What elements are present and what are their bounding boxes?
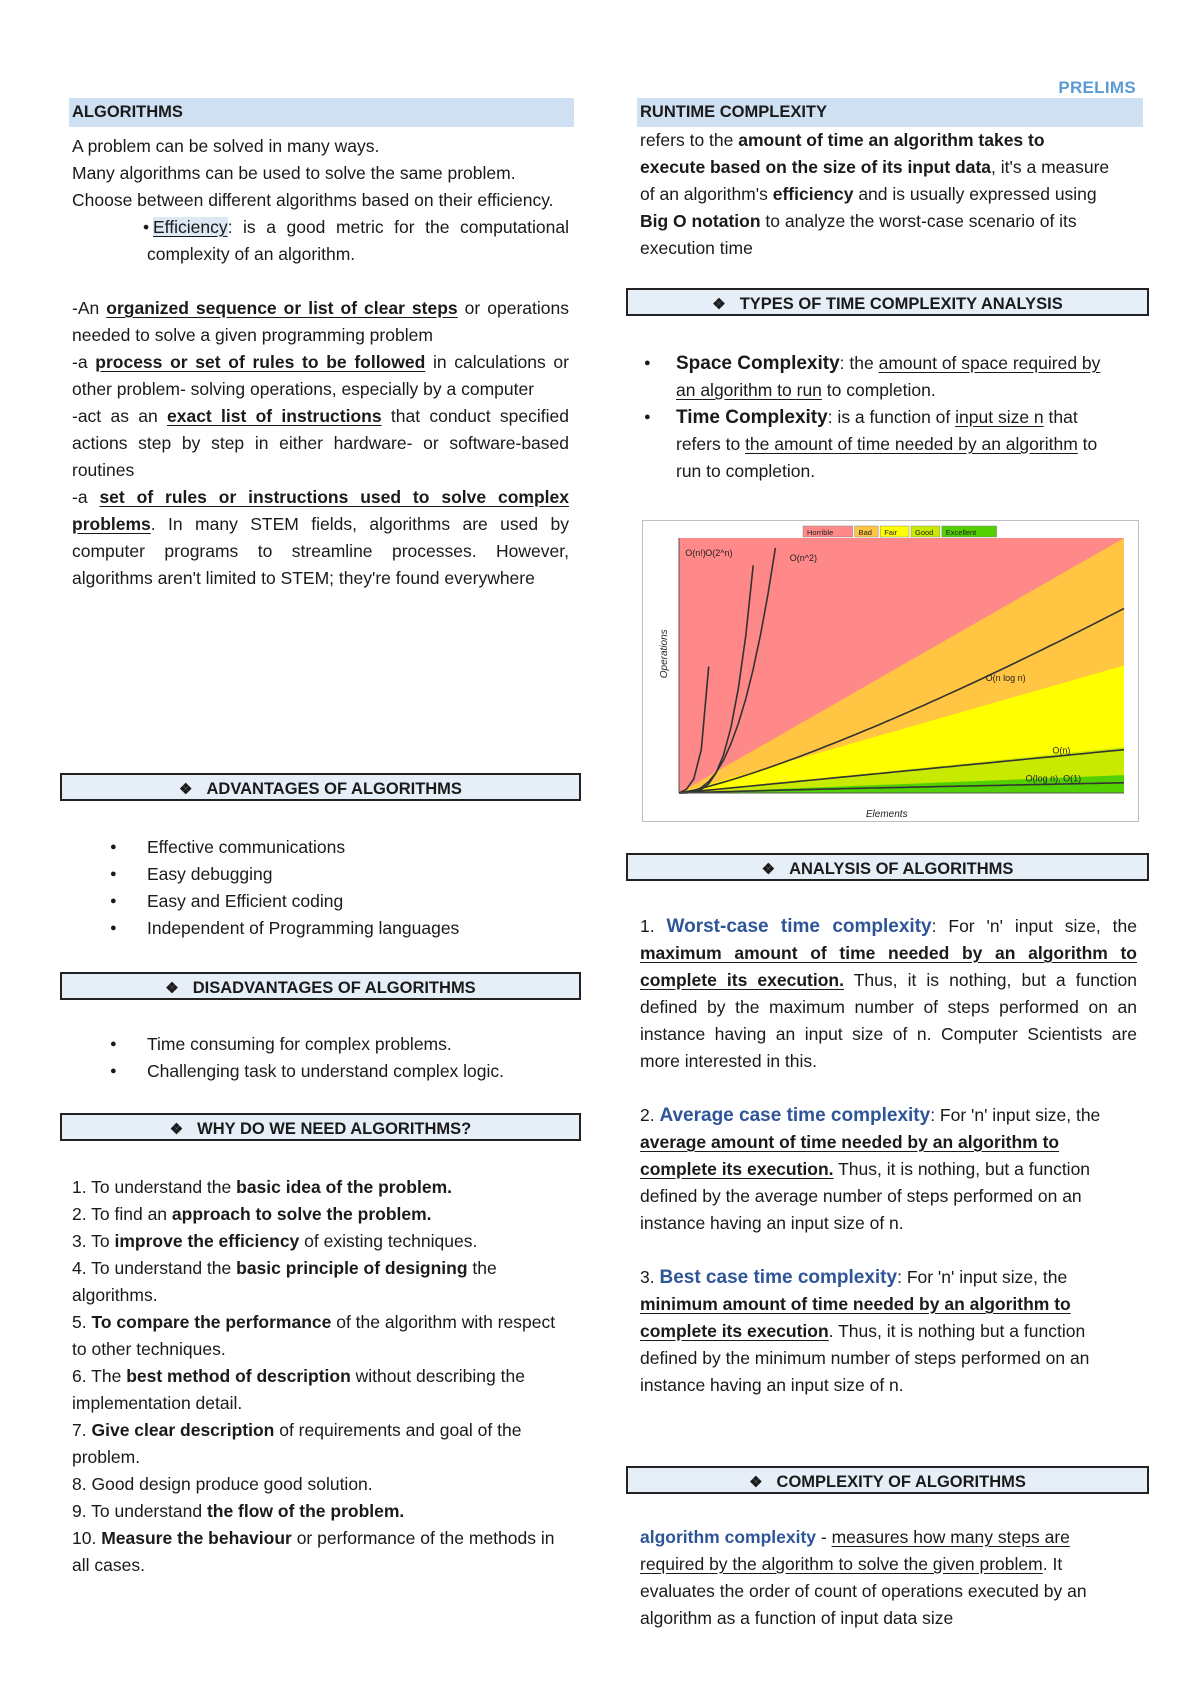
curve-label: O(log n), O(1): [1025, 773, 1082, 784]
list-item: ● Easy debugging: [72, 861, 569, 888]
prelims-tag: PRELIMS: [1058, 78, 1136, 97]
why-list: [72, 1174, 569, 1579]
average-case-paragraph: 2. Average case time complexity: For 'n' input size, the average amount of time needed by an algorithm to complete its execution. Thus, it is nothing, but a function defined by the average number of steps performed on an instance having an input size of n.: [640, 1105, 1101, 1233]
disadvantages-heading: ❖ DISADVANTAGES OF ALGORITHMS: [60, 972, 581, 1000]
list-item: 9. To understand the flow of the problem.: [72, 1501, 405, 1521]
legend-label: Fair: [884, 528, 898, 537]
algorithms-heading: ALGORITHMS: [69, 98, 574, 127]
efficiency-note: • Efficiency: is a good metric for the computational complexity of an algorithm.: [143, 217, 569, 264]
list-item: 4. To understand the basic principle of designing the algorithms.: [72, 1258, 497, 1305]
advantages-heading: ❖ ADVANTAGES OF ALGORITHMS: [60, 773, 581, 801]
list-item: 6. The best method of description without describing the implementation detail.: [72, 1366, 525, 1413]
types-heading: ❖ TYPES OF TIME COMPLEXITY ANALYSIS: [626, 288, 1149, 316]
complexity-heading: ❖ COMPLEXITY OF ALGORITHMS: [626, 1466, 1149, 1494]
curve-label: O(n log n): [985, 672, 1026, 683]
complexity-chart: [642, 520, 1139, 822]
list-item: ● Time consuming for complex problems.: [72, 1031, 569, 1058]
list-item: 8. Good design produce good solution.: [72, 1474, 373, 1494]
list-item: 7. Give clear description of requirements and goal of the problem.: [72, 1420, 522, 1467]
curve-label: O(2^n): [705, 547, 733, 558]
list-item: ● Space Complexity: the amount of space required by an algorithm to run to completion.: [644, 353, 1101, 400]
curve-label: O(n^2): [789, 552, 818, 563]
intro-line-2: Many algorithms can be used to solve the same problem.: [72, 163, 516, 183]
efficiency-term: Efficiency: [153, 217, 228, 237]
diamond-icon: ❖: [712, 296, 726, 313]
complexity-chart-svg: [643, 521, 1138, 821]
definition-3: -act as an exact list of instructions that conduct specified actions step by step in either hardware- or software-based routines: [72, 406, 569, 480]
intro-line-3: Choose between different algorithms based on their efficiency.: [72, 190, 554, 210]
intro-line-1: A problem can be solved in many ways.: [72, 136, 380, 156]
list-item: 3. To improve the efficiency of existing techniques.: [72, 1231, 478, 1251]
list-item: 10. Measure the behaviour or performance of the methods in all cases.: [72, 1528, 555, 1575]
definition-1: -An organized sequence or list of clear steps or operations needed to solve a given programming problem: [72, 298, 569, 345]
why-heading: ❖ WHY DO WE NEED ALGORITHMS?: [60, 1113, 581, 1141]
list-item: ● Effective communications: [72, 834, 569, 861]
definition-2: -a process or set of rules to be followed in calculations or other problem- solving operations, especially by a computer: [72, 352, 569, 399]
legend-label: Good: [915, 528, 934, 537]
algorithms-intro: [72, 133, 569, 592]
legend-label: Horrible: [807, 528, 834, 537]
disadvantages-list: [72, 1031, 569, 1085]
y-axis-label: Operations: [659, 629, 670, 679]
x-axis-label: Elements: [865, 809, 908, 820]
analysis-heading: ❖ ANALYSIS OF ALGORITHMS: [626, 853, 1149, 881]
analysis-body: [640, 913, 1137, 1399]
diamond-icon: ❖: [165, 980, 179, 997]
diamond-icon: ❖: [169, 1121, 184, 1138]
list-item: ● Time Complexity: is a function of input size n that refers to the amount of time needed by an algorithm to run to completion.: [644, 407, 1098, 481]
list-item: 1. To understand the basic idea of the problem.: [72, 1177, 453, 1197]
list-item: ● Easy and Efficient coding: [72, 888, 569, 915]
complexity-types-list: [640, 350, 1110, 485]
best-case-paragraph: 3. Best case time complexity: For 'n' input size, the minimum amount of time needed by an algorithm to complete its execution. Thus, it is nothing but a function defined by the minimum number of steps performed on an instance having an input size of n.: [640, 1267, 1090, 1395]
runtime-definition: refers to the amount of time an algorithm takes to execute based on the size of its input data, it's a measure of an algorithm's efficiency and is usually expressed using Big O notation to analyze the worst-case scenario of its execution time: [640, 130, 1110, 258]
diamond-icon: ❖: [749, 1474, 763, 1491]
definition-4: -a set of rules or instructions used to solve complex problems. In many STEM fields, algorithms are used by computer programs to streamline processes. However, algorithms aren't limited to STEM; they're found everywhere: [72, 487, 569, 588]
legend-label: Excellent: [945, 528, 977, 537]
diamond-icon: ❖: [761, 861, 776, 878]
diamond-icon: ❖: [179, 781, 193, 798]
curve-label: O(n!): [685, 547, 706, 558]
list-item: ● Independent of Programming languages: [72, 915, 569, 942]
worst-case-paragraph: 1. Worst-case time complexity: For 'n' input size, the maximum amount of time needed by an algorithm to complete its execution. Thus, it is nothing, but a function defined by the maximum number of steps performed on an instance having an input size of n. Computer Scientists are more interested in this.: [640, 916, 1137, 1071]
advantages-list: [72, 834, 569, 942]
legend-label: Bad: [858, 528, 872, 537]
list-item: 5. To compare the performance of the algorithm with respect to other techniques.: [72, 1312, 556, 1359]
complexity-definition: algorithm complexity - measures how many steps are required by the algorithm to solve the given problem. It evaluates the order of count of operations executed by an algorithm as a function of input data size: [640, 1527, 1087, 1628]
list-item: ● Challenging task to understand complex logic.: [72, 1058, 569, 1085]
curve-label: O(n): [1052, 745, 1071, 756]
runtime-heading: RUNTIME COMPLEXITY: [637, 98, 1143, 127]
list-item: 2. To find an approach to solve the problem.: [72, 1204, 432, 1224]
